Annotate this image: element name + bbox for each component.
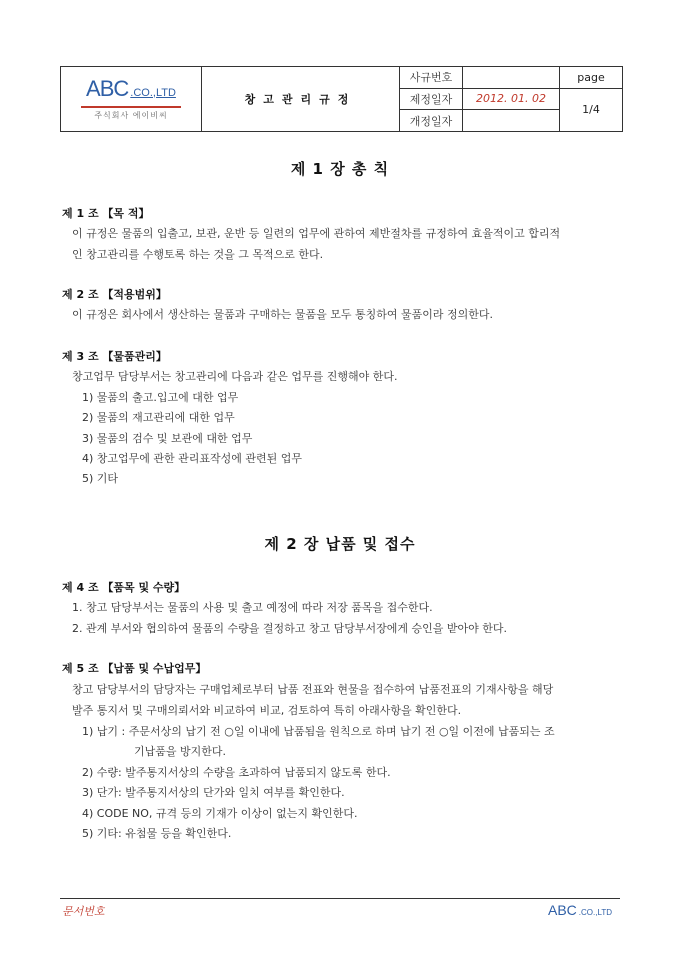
revision-date-label: 개정일자 xyxy=(400,110,463,132)
chapter-1-title: 제 1 장 총 칙 xyxy=(290,160,390,178)
article-3-title: 제 3 조 【물품관리】 xyxy=(62,350,167,363)
article-2-line: 이 규정은 회사에서 생산하는 물품과 구매하는 물품을 모두 통칭하여 물품이라 정의한다. xyxy=(72,308,493,321)
enactment-date-label: 제정일자 xyxy=(400,88,463,110)
article-5-item: 3) 단가: 발주통지서상의 단가와 일치 여부를 확인한다. xyxy=(82,786,345,799)
logo-subtitle: 주식회사 에이비씨 xyxy=(94,110,168,120)
article-4-title: 제 4 조 【품목 및 수량】 xyxy=(62,581,186,594)
article-5-item: 1) 납기 : 주문서상의 납기 전 ○일 이내에 납품됨을 원칙으로 하며 납기 전 ○일 이전에 납품되는 조 xyxy=(82,725,555,738)
footer-logo-main: ABC xyxy=(548,902,577,918)
revision-date-value xyxy=(463,110,560,132)
article-5-line: 발주 통지서 및 구매의뢰서와 비교하여 비교, 검토하여 특히 아래사항을 확인한다. xyxy=(72,704,462,717)
article-3-item: 3) 물품의 검수 및 보관에 대한 업무 xyxy=(82,432,253,445)
article-1-line: 인 창고관리를 수행토록 하는 것을 그 목적으로 한다. xyxy=(72,248,324,261)
company-logo xyxy=(61,67,202,132)
regulation-number-label: 사규번호 xyxy=(400,67,463,89)
enactment-date-value: 2012. 01. 02 xyxy=(463,88,560,110)
logo-co-text: .CO.,LTD xyxy=(130,86,176,99)
article-5-item: 5) 기타: 유첨물 등을 확인한다. xyxy=(82,827,232,840)
article-5-item: 2) 수량: 발주통지서상의 수량을 초과하여 납품되지 않도록 한다. xyxy=(82,766,391,779)
article-3-line: 창고업무 담당부서는 창고관리에 다음과 같은 업무를 진행해야 한다. xyxy=(72,370,398,383)
article-1-title: 제 1 조 【목 적】 xyxy=(62,207,150,220)
article-3-item: 1) 물품의 출고.입고에 대한 업무 xyxy=(82,391,239,404)
article-5-title: 제 5 조 【납품 및 수납업무】 xyxy=(62,662,207,675)
article-2-title: 제 2 조 【적용범위】 xyxy=(62,288,167,301)
footer-logo xyxy=(548,902,612,918)
article-3-item: 2) 물품의 재고관리에 대한 업무 xyxy=(82,411,235,424)
article-5-item: 4) CODE NO, 규격 등의 기재가 이상이 없는지 확인한다. xyxy=(82,807,358,820)
regulation-number-value xyxy=(463,67,560,89)
footer-logo-co: .CO.,LTD xyxy=(578,908,612,917)
article-3-item: 5) 기타 xyxy=(82,472,119,485)
chapter-2-title: 제 2 장 납품 및 접수 xyxy=(264,535,416,553)
logo-main-text: ABC xyxy=(86,75,129,101)
article-5-item-continued: 기납품을 방지한다. xyxy=(134,745,227,758)
article-1-line: 이 규정은 물품의 입출고, 보관, 운반 등 일련의 업무에 관하여 제반절차를 규정하여 효율적이고 합리적 xyxy=(72,227,561,240)
page-number: 1/4 xyxy=(560,88,623,131)
document-number-label: 문서번호 xyxy=(62,905,105,918)
article-5-line: 창고 담당부서의 담당자는 구매업체로부터 납품 전표와 현물을 접수하여 납품전표의 기재사항을 해당 xyxy=(72,683,554,696)
article-3-item: 4) 창고업무에 관한 관리표작성에 관련된 업무 xyxy=(82,452,303,465)
article-4-line: 2. 관계 부서와 협의하여 물품의 수량을 결정하고 창고 담당부서장에게 승인을 받아야 한다. xyxy=(72,622,507,635)
footer-divider xyxy=(60,898,620,899)
article-4-line: 1. 창고 담당부서는 물품의 사용 및 출고 예정에 따라 저장 품목을 접수한다. xyxy=(72,601,433,614)
logo-underline xyxy=(81,106,181,108)
page-label: page xyxy=(560,67,623,89)
document-header-table xyxy=(60,66,623,132)
document-title: 창고관리규정 xyxy=(202,67,400,132)
